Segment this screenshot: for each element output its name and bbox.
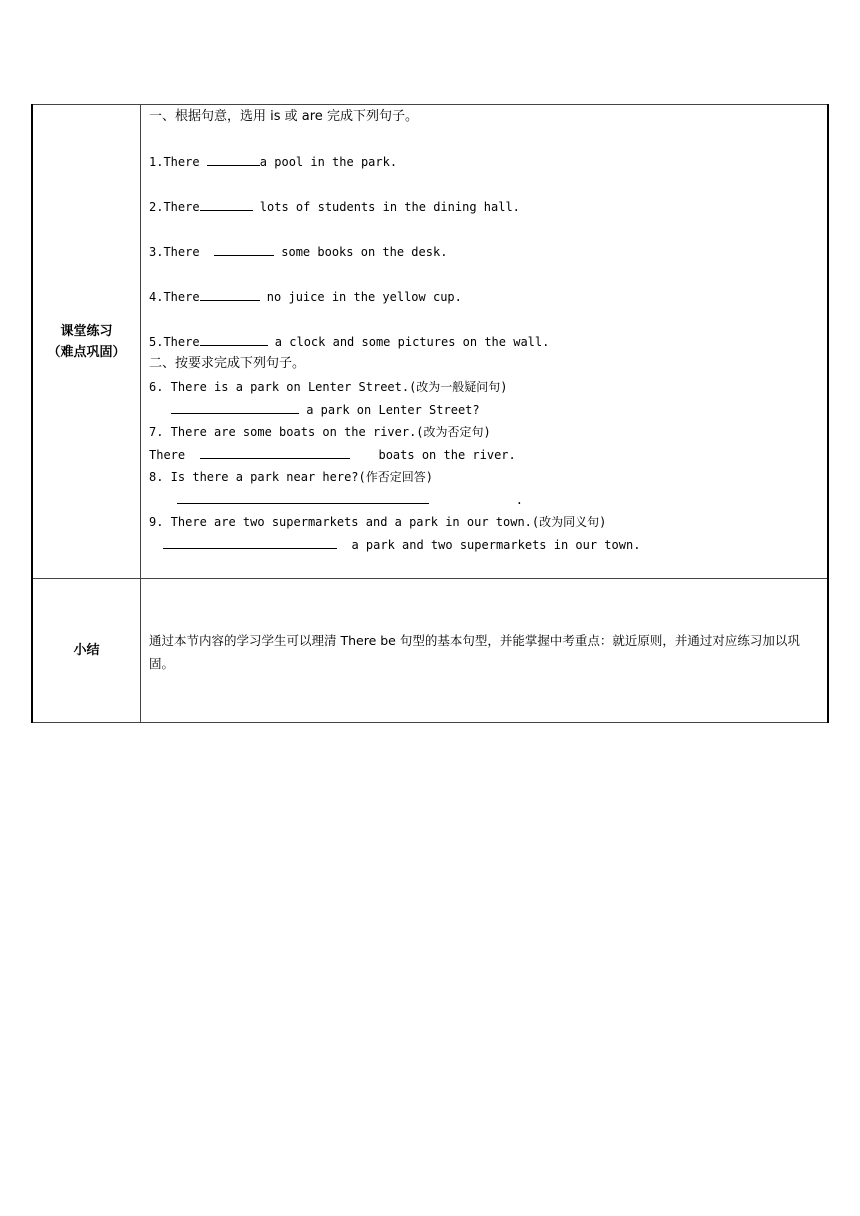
lesson-table	[31, 104, 829, 723]
question-7: 7. There are some boats on the river.(改为否定句)	[149, 425, 491, 439]
answer-blank-9[interactable]	[163, 537, 337, 549]
summary-text: 通过本节内容的学习学生可以理清 There be 句型的基本句型，并能掌握中考重点：就近原则，并通过对应练习加以巩固。	[149, 633, 800, 671]
practice-label: 课堂练习	[60, 323, 113, 339]
section2-title: 二、按要求完成下列句子。	[149, 356, 306, 371]
question-8: 8. Is there a park near here?(作否定回答)	[149, 470, 433, 484]
answer-line-9: a park and two supermarkets in our town.	[163, 537, 640, 553]
answer-blank-5[interactable]	[200, 334, 268, 346]
summary-label-cell	[32, 579, 141, 723]
answer-blank-7[interactable]	[200, 447, 350, 459]
question-3: 3.There some books on the desk.	[149, 245, 448, 259]
question-5: 5.There a clock and some pictures on the wall.	[149, 335, 550, 349]
section1-title: 一、根据句意，选用 is 或 are 完成下列句子。	[149, 109, 418, 124]
question-6: 6. There is a park on Lenter Street.(改为一般疑问句)	[149, 380, 508, 394]
practice-label-cell	[32, 105, 141, 579]
answer-blank-6[interactable]	[171, 402, 299, 414]
practice-content-cell	[141, 105, 829, 579]
answer-line-6: a park on Lenter Street?	[171, 402, 480, 418]
answer-blank-2[interactable]	[200, 199, 253, 211]
question-9: 9. There are two supermarkets and a park in our town.(改为同义句)	[149, 515, 607, 529]
question-4: 4.There no juice in the yellow cup.	[149, 290, 462, 304]
answer-blank-3[interactable]	[214, 244, 274, 256]
practice-sublabel: （难点巩固）	[47, 344, 126, 360]
answer-line-8: .	[177, 492, 523, 508]
answer-line-7: There boats on the river.	[149, 448, 516, 462]
summary-label: 小结	[73, 643, 100, 658]
question-2: 2.There lots of students in the dining hall.	[149, 200, 520, 214]
answer-blank-4[interactable]	[200, 289, 260, 301]
answer-blank-8[interactable]	[177, 492, 429, 504]
question-1: 1.There a pool in the park.	[149, 155, 398, 169]
summary-content-cell	[141, 579, 829, 723]
answer-blank-1[interactable]	[207, 154, 260, 166]
